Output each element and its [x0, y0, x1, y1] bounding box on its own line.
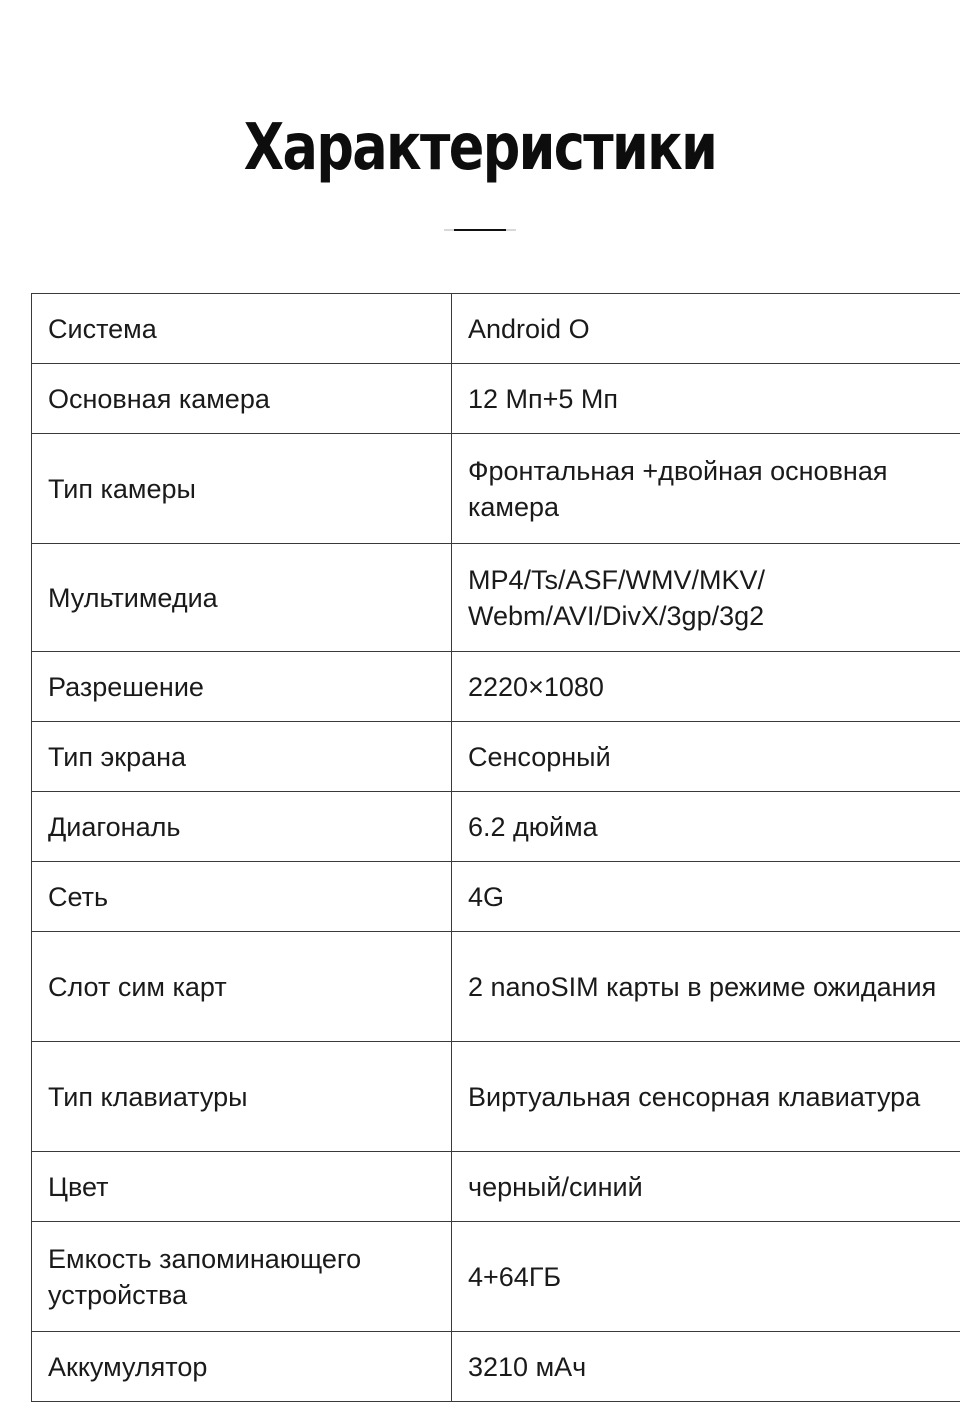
spec-value: Android O — [452, 294, 960, 364]
spec-value: черный/синий — [452, 1152, 960, 1222]
spec-label: Тип клавиатуры — [32, 1042, 452, 1152]
specs-table — [31, 293, 960, 1402]
table-row — [32, 932, 960, 1042]
spec-label: Слот сим карт — [32, 932, 452, 1042]
table-row — [32, 544, 960, 652]
spec-value: 12 Мп+5 Мп — [452, 364, 960, 434]
spec-label: Система — [32, 294, 452, 364]
spec-label: Емкость запоминающего устройства — [32, 1222, 452, 1332]
table-row — [32, 1152, 960, 1222]
spec-value: 2 nanoSIM карты в режиме ожидания — [452, 932, 960, 1042]
spec-label: Мультимедиа — [32, 544, 452, 652]
table-row — [32, 434, 960, 544]
spec-label: Сеть — [32, 862, 452, 932]
spec-label: Аккумулятор — [32, 1332, 452, 1402]
spec-value: 2220×1080 — [452, 652, 960, 722]
spec-value: Виртуальная сенсорная клавиатура — [452, 1042, 960, 1152]
table-row — [32, 722, 960, 792]
spec-label: Цвет — [32, 1152, 452, 1222]
table-row — [32, 792, 960, 862]
table-row — [32, 1222, 960, 1332]
table-row — [32, 364, 960, 434]
table-row — [32, 1332, 960, 1402]
spec-label: Диагональ — [32, 792, 452, 862]
table-row — [32, 862, 960, 932]
spec-label: Разрешение — [32, 652, 452, 722]
table-row — [32, 1042, 960, 1152]
spec-label: Тип экрана — [32, 722, 452, 792]
table-row — [32, 652, 960, 722]
spec-value: 3210 мАч — [452, 1332, 960, 1402]
spec-value: 4G — [452, 862, 960, 932]
spec-label: Основная камера — [32, 364, 452, 434]
title-divider — [444, 229, 516, 231]
table-row — [32, 294, 960, 364]
spec-value: MP4/Ts/ASF/WMV/MKV/ Webm/AVI/DivX/3gp/3g2 — [452, 544, 960, 652]
spec-value: 4+64ГБ — [452, 1222, 960, 1332]
spec-value: Фронтальная +двойная основная камера — [452, 434, 960, 544]
spec-value: 6.2 дюйма — [452, 792, 960, 862]
page-title: Характеристики — [243, 111, 717, 185]
spec-label: Тип камеры — [32, 434, 452, 544]
spec-value: Сенсорный — [452, 722, 960, 792]
